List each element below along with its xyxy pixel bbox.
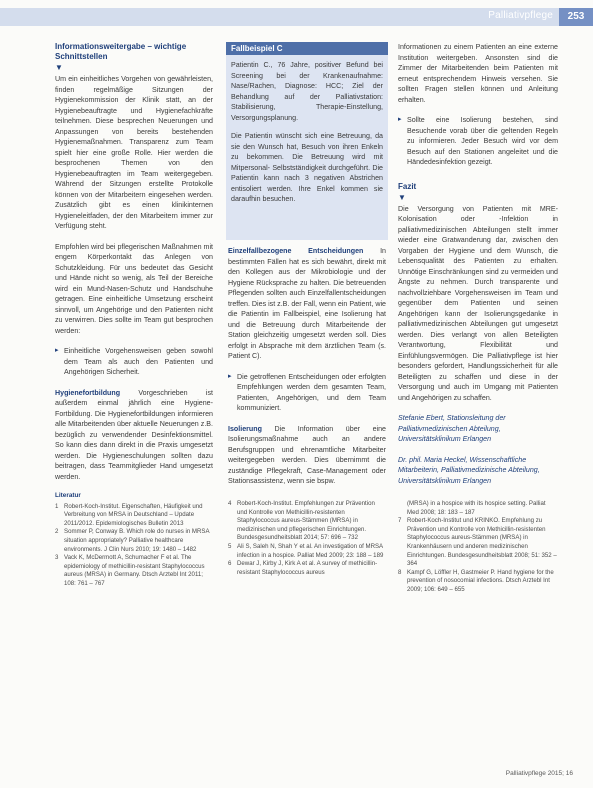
page-number: 253 xyxy=(559,8,593,26)
reference-item: 4 Robert-Koch-Institut. Empfehlungen zur Prävention und Kontrolle von Methicillin-resistenten Staphylococcus aureus-Stämmen (MRSA) in medizinischen und pflegerischen Einrichtungen. Bundesgesundheitsblatt 2014; 57: 696 – 732 xyxy=(228,500,375,542)
paragraph: Empfohlen wird bei pflegerischen Maßnahmen mit engem Körperkontakt das Anlegen von Schutzkleidung. Für uns bedeutet das Gesicht und Hände nicht so wenig, als Teil der Bereiche wird ein Mund-Nasen-Schutz und Handschuhe getragen. Eine einheitliche Umsetzung erscheint sinnvoll, um Angehörige und den Patienten nicht zu verwirren. Dies sollte im Team gut besprochen werden: xyxy=(55,242,213,335)
reference-item: 1 Robert-Koch-Institut. Eigenschaften, Häufigkeit und Verbreitung von MRSA in Deutschland – Update 2011/2012. Epidemiologisches Bulletin 2013 xyxy=(55,502,203,527)
section-heading-fazit: Fazit xyxy=(398,181,417,191)
reference-item: 8 Kampf G, Löffler H, Gastmeier P. Hand hygiene for the prevention of nosocomial infections. Dtsch Arztebl Int 2009; 106: 649 – 655 xyxy=(398,568,554,593)
bullet-list xyxy=(55,346,213,378)
running-header xyxy=(0,8,593,26)
paragraph: Informationen zu einem Patienten an eine externe Institution weitergeben. Ansonsten sind die Zimmer der Mitarbeitenden beim Patienten mit erneut entsprechendem Hinweis versehen. Sie sollten Fragen stellen können und Anleitung erhalten. xyxy=(398,43,558,104)
paragraph: Um ein einheitliches Vorgehen von gewährleisten, finden regelmäßige Sitzungen der Hygienekommission der Klinik statt, an der Hygienebeauftragte und Hygienefachkräfte teilnehmen. Diese besprechen Neuerungen und Anpassungen von bereits bestehenden Hygienemaßnahmen. Transparenz zum Team spielt hier eine große Rolle. Hier werden die besprochenen Themen von den Hygienebeauftragten im Team weitergegeben. Während der Sitzungen erstellte Protokolle können von der Mitarbeitern eingesehen werden. Zusätzlich gibt es einen klinikinternen Hygieneleitfaden, der den Mitarbeitern immer zur Verfügung steht. xyxy=(55,75,213,230)
reference-list xyxy=(398,500,558,595)
reference-item: 3 Vack K, McDermott A, Schumacher F et al. The epidemiology of methicillin-resistant Staphylococcus aureus (MRSA) in Germany. Dtsch Arztebl Int 2011; 108: 761 – 767 xyxy=(55,554,205,587)
paragraph xyxy=(55,388,213,483)
reference-item: 5 Ali S, Saleh N, Shah Y et al. An investigation of MRSA infection in a hospice. Palliat Med 2009; 23: 188 – 189 xyxy=(228,542,384,559)
section-rubric: Palliativpflege xyxy=(488,10,553,21)
paragraph xyxy=(228,246,386,362)
bullet-list xyxy=(228,372,386,414)
run-in-heading: Einzelfallbezogene Entscheidungen xyxy=(228,247,364,255)
column-middle xyxy=(228,246,386,497)
paragraph xyxy=(228,424,386,487)
references-right xyxy=(398,500,558,595)
reference-item: (MRSA) in a hospice with its hospice setting. Palliat Med 2008; 18: 183 – 187 xyxy=(407,500,546,516)
paragraph: Patientin C., 76 Jahre, positiver Befund bei Screening bei der Krankenaufnahme: Nase/Rachen, Diagnose: HCC; Ziel der Behandlung auf der Palliativstation: Stabilisierung, Therapie-Einstellung, Versorgungsplanung. xyxy=(231,61,383,122)
references-left xyxy=(55,492,213,589)
run-in-heading: Hygienefortbildung xyxy=(55,388,121,397)
reference-list xyxy=(228,500,386,577)
section-heading-information: Informationsweitergabe – wichtige Schnittstellen xyxy=(55,42,187,61)
reference-item: 6 Dewar J, Kirby J, Kirk A et al. A survey of methicillin-resistant Staphylococcus aureus xyxy=(228,560,378,576)
reference-item: 2 Sommer P, Conway B. Which role do nurses in MRSA situation appropriately? Palliative healthcare environments. J Clin Nurs 2010; 19: 1480 – 1482 xyxy=(55,528,210,553)
author-credit: Stefanie Ebert, Stationsleitung der Palliativmedizinischen Abteilung, Universitätsklinikum Erlangen xyxy=(398,414,506,443)
bullet-list xyxy=(398,115,558,168)
column-right xyxy=(398,42,558,496)
paragraph: Die Patientin wünscht sich eine Betreuung, da sie den Wunsch hat, Besuch von ihren Enkeln zu bekommen. Die Betreuung wird mit Mitpersonal- Selbstständigkeit durchgeführt. Die Patientin kann nach 3 negativen Abstrichen entisoliert werden. Ihre Enkel kommen sie daraufhin besuchen. xyxy=(231,132,383,203)
author-credit: Dr. phil. Maria Heckel, Wissenschaftliche Mitarbeiterin, Palliativmedizinische Abteilung, Universitätsklinikum Erlangen xyxy=(398,455,540,485)
reference-item: 7 Robert-Koch-Institut und KRINKO. Empfehlung zu Prävention und Kontrolle von Methicillin-resistenten Staphylococcus aureus-Stämmen (MRSA) in Krankenhäusern und anderen medizinischen Einrichtungen. Bundesgesundheitsblatt 2008; 51: 352 – 364 xyxy=(398,517,557,568)
case-study-title: Fallbeispiel C xyxy=(226,42,388,55)
column-left xyxy=(55,42,213,492)
bullet-item: ▸ Einheitliche Vorgehensweisen geben sowohl dem Team als auch den Patienten und Angehörigen Sicherheit. xyxy=(55,346,213,378)
case-study-body xyxy=(226,55,388,205)
paragraph-text: Die Information über eine Isolierungsmaßnahme auch an andere Berufsgruppen und ehrenamtliche Mitarbeiter weitergegeben werden. Dies übernimmt die zuständige Pflegekraft, Case-Management oder Stationsassistenz, wenn sie bspw. xyxy=(228,424,386,485)
heading-arrow-icon: ▼ xyxy=(55,63,63,72)
paragraph-text: In bestimmten Fällen hat es sich bewährt, direkt mit den Kollegen aus der Mikrobiologie und der Hygiene Rücksprache zu halten. Die betreuenden Pflegenden sollten auch Einzelfallentscheidungen treffen. Dies ist z.B. der Fall, wenn ein Patient, wie die Patientin im Fallbeispiel, eine Isolierung hat und die Betreuung durch Mitarbeitende der Station gleichzeitig umgesetzt werden soll. Dies erfolgt in Absprache mit dem ärztlichen Team (s. Patient C). xyxy=(228,247,386,360)
paragraph: Die Versorgung von Patienten mit MRE-Kolonisation oder -Infektion in palliativmedizinischen Abteilungen stellt immer wieder eine Gratwanderung dar, zwischen den Vorgaben der Hygiene und dem Wunsch, die Lebensqualität des Patienten zu erhalten. Unnötige Einschränkungen sind zu vermeiden und Ängste zu nehmen. Durch transparente und nachvollziehbare Vorgehensweisen im Team und gegenüber dem Patienten und seinen Angehörigen kann der Isolierungsgedanke in palliativmedizinischen Abteilungen gut umgesetzt werden. Dies verlangt von allen Beteiligten Verantwortung, Flexibilität und Einfühlungsvermögen. Die Palliativpflege ist hier besonders gefordert, Handlungssicherheit für alle Beteiligten zu schaffen und diese in der Versorgung und auch im Umgang mit Patienten und Angehörigen zu schaffen. xyxy=(398,204,558,402)
heading-arrow-icon: ▼ xyxy=(398,192,406,202)
case-study-box xyxy=(226,42,388,240)
reference-list xyxy=(55,503,213,589)
references-middle xyxy=(228,500,386,577)
bullet-item: ▸ Die getroffenen Entscheidungen oder erfolgten Empfehlungen werden dem gesamten Team, Patienten, Angehörigen, und dem Team kommuniziert. xyxy=(228,372,386,414)
references-title: Literatur xyxy=(55,492,81,499)
bullet-item: ▸ Sollte eine Isolierung bestehen, sind Besuchende vorab über die geltenden Regeln zu informieren. Jeder Besuch wird vor dem Besuch auf den Stationen angeleitet und die Händedesinfektion gezeigt. xyxy=(398,115,558,168)
run-in-heading: Isolierung xyxy=(228,424,262,433)
journal-footer: Palliativpflege 2015; 16 xyxy=(505,770,573,777)
paragraph-text: Vorgeschrieben ist außerdem einmal jährlich eine Hygiene-Fortbildung. Die Hygienefortbildungen informieren alle Mitarbeitenden über aktuelle Neuerungen z.B. bezüglich zu verwendender Desinfektionsmittel. So kann dies dann direkt in die Praxis umgesetzt werden. Die Hygieneschulungen sollten dazu beitragen, dass Teammitglieder Hand umgesetzt werden. xyxy=(55,388,213,481)
